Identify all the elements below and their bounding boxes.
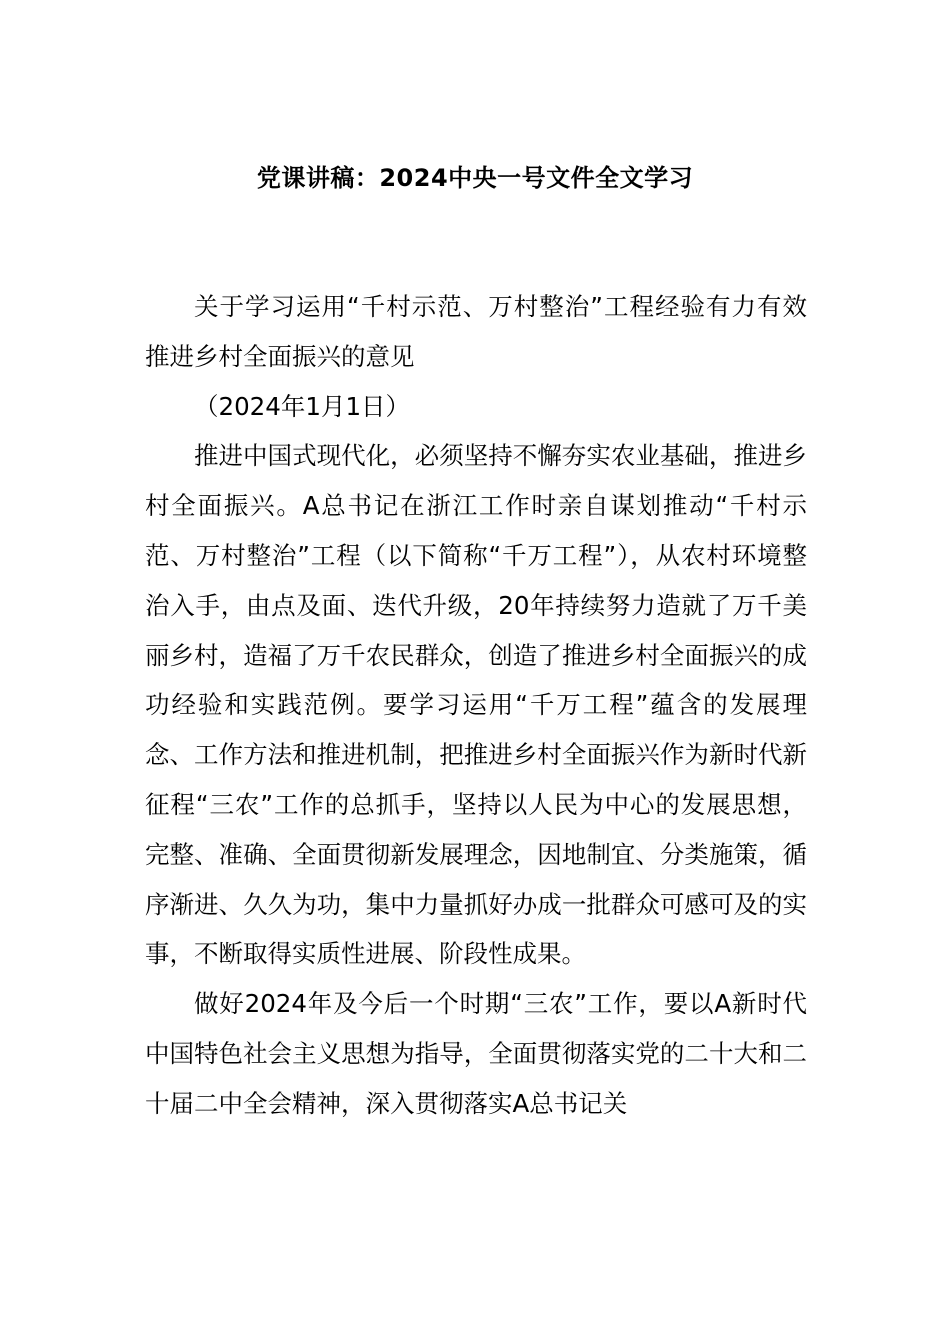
paragraph-guidance: 做好2024年及今后一个时期“三农”工作，要以A新时代中国特色社会主义思想为指导，全面贯彻落实党的二十大和二十届二中全会精神，深入贯彻落实A总书记关 — [145, 989, 807, 1118]
paragraph-heading: 关于学习运用“千村示范、万村整治”工程经验有力有效推进乡村全面振兴的意见 — [145, 292, 807, 371]
paragraph-date: （2024年1月1日） — [194, 391, 411, 421]
paragraph-intro: 推进中国式现代化，必须坚持不懈夯实农业基础，推进乡村全面振兴。A总书记在浙江工作时亲自谋划推动“千村示范、万村整治”工程（以下简称“千万工程”），从农村环境整治入手，由点及面、迭代升级，20年持续努力造就了万千美丽乡村，造福了万千农民群众，创造了推进乡村全面振兴的成功经验和实践范例。要学习运用“千万工程”蕴含的发展理念、工作方法和推进机制，把推进乡村全面振兴作为新时代新征程“三农”工作的总抓手，坚持以人民为中心的发展思想，完整、准确、全面贯彻新发展理念，因地制宜、分类施策，循序渐进、久久为功，集中力量抓好办成一批群众可感可及的实事，不断取得实质性进展、阶段性成果。 — [145, 441, 807, 969]
document-body — [145, 282, 807, 1129]
document-title: 党课讲稿：2024中央一号文件全文学习 — [256, 164, 694, 192]
